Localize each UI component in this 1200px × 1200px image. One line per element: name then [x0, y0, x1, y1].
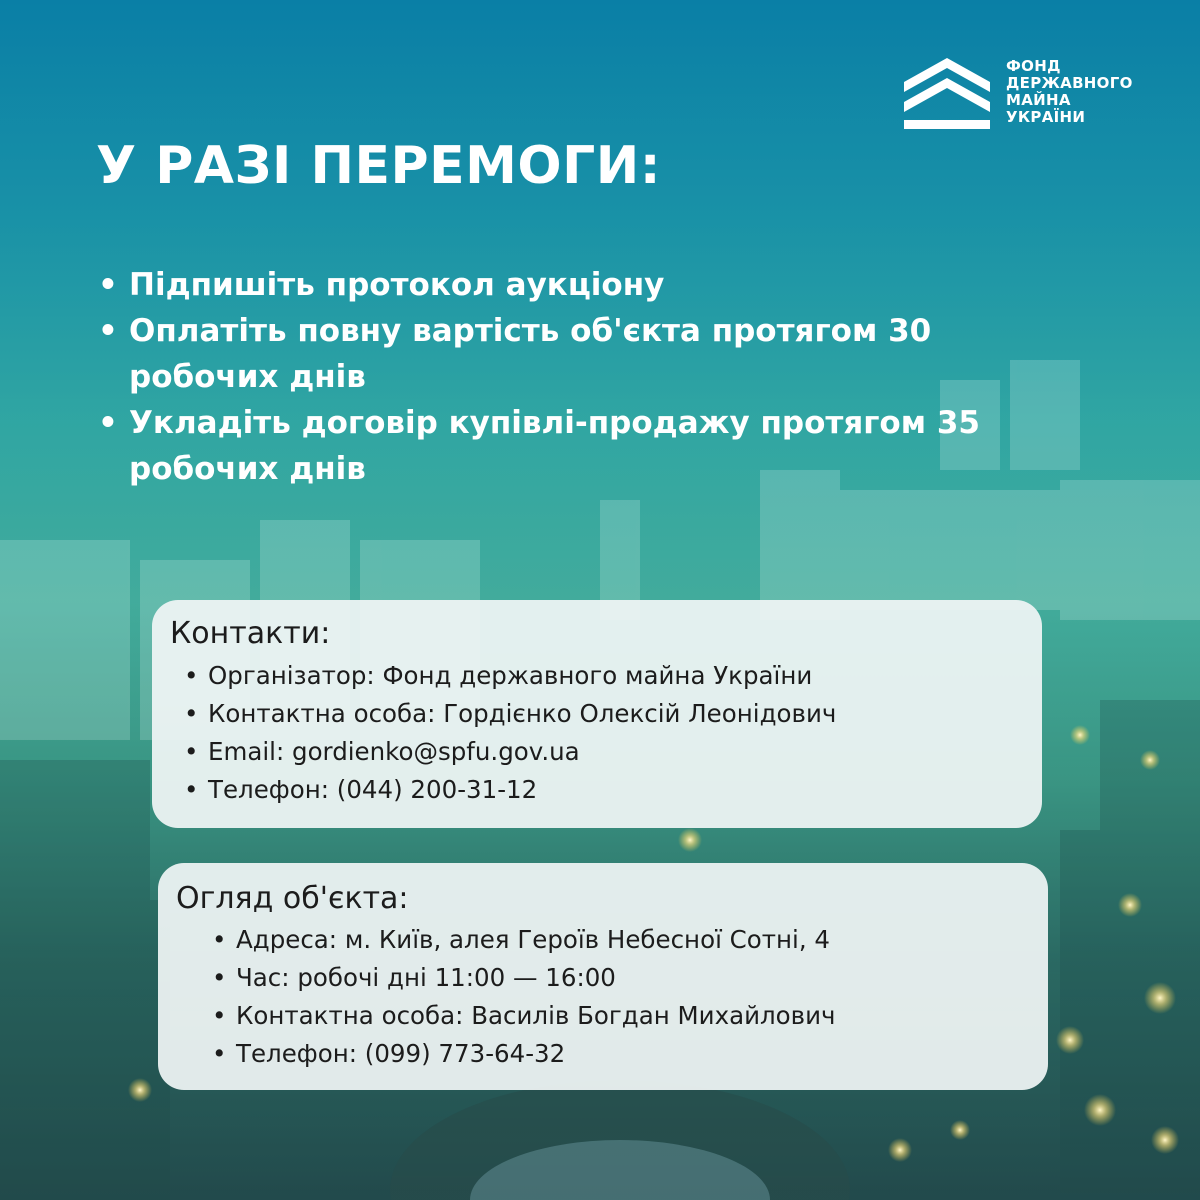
brand-name-line: ДЕРЖАВНОГО	[1006, 74, 1133, 92]
winner-steps-list	[96, 262, 996, 492]
list-item: • Контактна особа: Гордієнко Олексій Леонідович	[182, 695, 836, 733]
brand-name-line: ФОНД	[1006, 57, 1061, 75]
list-item: • Час: робочі дні 11:00 — 16:00	[210, 959, 836, 997]
phone-item[interactable]: • Телефон: (044) 200-31-12	[182, 771, 836, 809]
contacts-list	[182, 657, 836, 809]
contacts-card	[152, 600, 1042, 828]
contacts-title: Контакти:	[170, 616, 331, 651]
list-item: • Підпишіть протокол аукціону	[96, 262, 996, 308]
inspection-title: Огляд об'єкта:	[176, 881, 409, 916]
inspection-card	[158, 863, 1048, 1090]
email-item[interactable]: • Email: gordienko@spfu.gov.ua	[182, 733, 836, 771]
list-item: • Оплатіть повну вартість об'єкта протягом 30 робочих днів	[96, 308, 996, 400]
brand-name	[1006, 58, 1133, 126]
chevron-house-logo-icon	[902, 56, 992, 130]
list-item: • Укладіть договір купівлі-продажу протягом 35 робочих днів	[96, 400, 996, 492]
brand-name-line: УКРАЇНИ	[1006, 108, 1086, 126]
phone-item[interactable]: • Телефон: (099) 773-64-32	[210, 1035, 836, 1073]
page-title: У РАЗІ ПЕРЕМОГИ:	[96, 136, 662, 196]
list-item: • Організатор: Фонд державного майна України	[182, 657, 836, 695]
inspection-list	[210, 921, 836, 1073]
list-item: • Контактна особа: Василів Богдан Михайлович	[210, 997, 836, 1035]
list-item: • Адреса: м. Київ, алея Героїв Небесної Сотні, 4	[210, 921, 836, 959]
brand-name-line: МАЙНА	[1006, 91, 1071, 109]
brand-logo	[902, 56, 1162, 130]
